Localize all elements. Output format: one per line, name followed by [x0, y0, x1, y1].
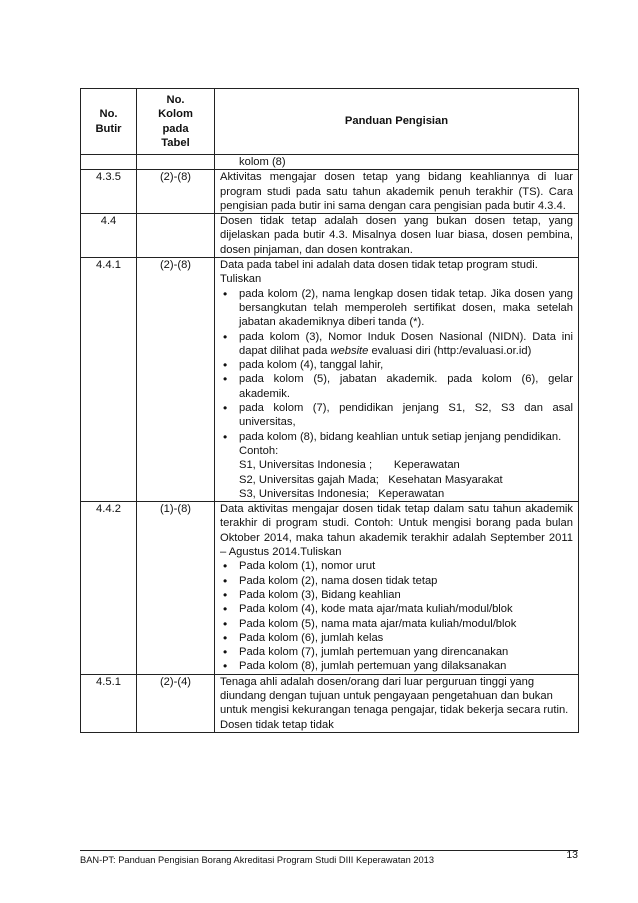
guide-lead: Tuliskan: [220, 273, 262, 286]
list-item: • Pada kolom (5), nama mata ajar/mata kuliah/modul/blok: [220, 617, 573, 631]
guide-intro: Data aktivitas mengajar dosen tidak tetap dalam satu tahun akademik terakhir di program studi. Contoh: Untuk mengisi borang pada bulan Oktober 2014, maka tahun akademik terakhir adalah September 2011 – Agustus 2014.Tuliskan: [220, 503, 573, 559]
page-footer: [80, 850, 578, 867]
guide-cell: [215, 674, 579, 732]
list-item: • Pada kolom (4), kode mata ajar/mata kuliah/modul/blok: [220, 602, 573, 616]
guide-cell: [215, 155, 579, 170]
guide-text: kolom (8): [239, 156, 286, 168]
butir-cell: 4.4.1: [81, 258, 137, 502]
example-line: S2, Universitas gajah Mada; Kesehatan Masyarakat: [239, 473, 503, 486]
header-panduan: Panduan Pengisian: [215, 89, 579, 155]
guide-cell: [215, 502, 579, 675]
table-row: [81, 674, 579, 732]
list-item: • Pada kolom (8), jumlah pertemuan yang dilaksanakan: [220, 659, 573, 673]
header-no-kolom: No. Kolom pada Tabel: [137, 89, 215, 155]
guide-text: Tenaga ahli adalah dosen/orang dari luar perguruan tinggi yang diundang dengan tujuan untuk pengayaan pengetahuan dan bukan untuk mengisi kekurangan tenaga pengajar, tidak bekerja secara rutin. Dosen tidak tetap tidak: [220, 675, 569, 731]
list-item: • pada kolom (2), nama lengkap dosen tidak tetap. Jika dosen yang bersangkutan telah memperoleh sertifikat dosen, maka setelah jabatan akademiknya diberi tanda (*).: [220, 287, 573, 330]
example-line: S1, Universitas Indonesia ; Keperawatan: [239, 459, 460, 472]
kolom-cell: [137, 214, 215, 258]
butir-cell: 4.3.5: [81, 170, 137, 214]
table-row: [81, 214, 579, 258]
guide-bullet-list: [220, 287, 573, 444]
list-item: • pada kolom (7), pendidikan jenjang S1, S2, S3 dan asal universitas,: [220, 401, 573, 430]
butir-cell: [81, 155, 137, 170]
kolom-cell: (2)-(4): [137, 674, 215, 732]
guide-cell: [215, 170, 579, 214]
bullet-text: evaluasi diri (http:/evaluasi.or.id): [368, 344, 532, 357]
kolom-cell: (2)-(8): [137, 170, 215, 214]
kolom-cell: (1)-(8): [137, 502, 215, 675]
guide-text: Aktivitas mengajar dosen tetap yang bidang keahliannya di luar program studi pada satu tahun akademik penuh terakhir (TS). Cara pengisian pada butir ini sama dengan cara pengisian pada butir 4.3.4.: [220, 171, 573, 212]
page-number: 13: [566, 849, 578, 861]
footer-text: BAN-PT: Panduan Pengisian Borang Akreditasi Program Studi DIII Keperawatan 2013: [80, 855, 435, 865]
guide-cell: [215, 214, 579, 258]
list-item: • Pada kolom (1), nomor urut: [220, 559, 573, 573]
list-item: • Pada kolom (3), Bidang keahlian: [220, 588, 573, 602]
table-row: [81, 170, 579, 214]
list-item: [220, 330, 573, 359]
list-item: • pada kolom (5), jabatan akademik. pada kolom (6), gelar akademik.: [220, 372, 573, 401]
table-row: [81, 502, 579, 675]
table-header-row: [81, 89, 579, 155]
example-line: S3, Universitas Indonesia; Keperawatan: [239, 487, 445, 500]
list-item: • Pada kolom (7), jumlah pertemuan yang direncanakan: [220, 645, 573, 659]
bullet-text: pada kolom (3), Nomor Induk Dosen Nasional (NIDN). Data ini dapat dilihat pada: [239, 330, 573, 357]
example-label: Contoh:: [239, 444, 279, 457]
guide-table: [80, 88, 579, 733]
table-row: [81, 155, 579, 170]
list-item: • Pada kolom (6), jumlah kelas: [220, 631, 573, 645]
butir-cell: 4.5.1: [81, 674, 137, 732]
guide-bullet-list: [220, 559, 573, 673]
list-item: • pada kolom (4), tanggal lahir,: [220, 358, 573, 372]
kolom-cell: [137, 155, 215, 170]
bullet-italic-text: website: [330, 344, 369, 357]
table-row: [81, 258, 579, 502]
butir-cell: 4.4: [81, 214, 137, 258]
butir-cell: 4.4.2: [81, 502, 137, 675]
guide-text: Dosen tidak tetap adalah dosen yang bukan dosen tetap, yang dijelaskan pada butir 4.3. Misalnya dosen luar biasa, dosen pembina, dosen pinjaman, dan dosen kontrakan.: [220, 215, 573, 256]
guide-intro: Data pada tabel ini adalah data dosen tidak tetap program studi.: [220, 259, 538, 272]
list-item: • pada kolom (8), bidang keahlian untuk setiap jenjang pendidikan.: [220, 430, 573, 444]
kolom-cell: (2)-(8): [137, 258, 215, 502]
header-no-butir: No. Butir: [81, 89, 137, 155]
list-item: • Pada kolom (2), nama dosen tidak tetap: [220, 574, 573, 588]
guide-cell: [215, 258, 579, 502]
